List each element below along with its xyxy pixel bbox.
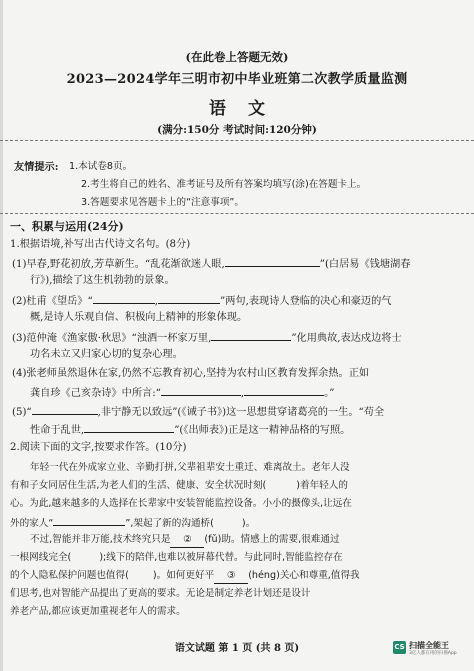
answer-warning: (在此卷上答题无效) xyxy=(185,50,289,64)
q1-item-4: (4)张老师虽然退休在家,仍然不忘教育初心,坚持为农村山区教育发挥余热。正如 xyxy=(12,368,370,379)
passage-line: 养老产品,都应该更加重视老年人的需求。 xyxy=(10,606,186,617)
q1-item-2-cont: 概,是诗人乐观自信、积极向上精神的形象体现。 xyxy=(30,312,248,323)
q1-item-1-cont: 行》),描绘了这生机勃勃的景象。 xyxy=(30,275,175,286)
exam-title: 2023—2024学年三明市初中毕业班第二次教学质量监测 xyxy=(66,72,408,87)
answer-blank xyxy=(161,385,241,396)
passage-line: 有和子女同居住生活,为老人们的生活、健康、安全状况时刻( )着年轻人的 xyxy=(10,480,348,491)
answer-blank xyxy=(32,404,98,415)
q1-item-5: (5)“ ,非宁静无以致远”(《诫子书》)这一思想贯穿诸葛亮的一生。“苟全 xyxy=(12,404,384,420)
answer-blank xyxy=(158,293,220,304)
answer-blank xyxy=(84,422,174,433)
passage-line: 一根网线完全( );线下的陪伴,也难以被屏幕代替。与此同时,智能监控存在 xyxy=(10,552,343,563)
passage-line: 外的家人“ ”,架起了新的沟通桥( )。 xyxy=(10,515,255,531)
score-time: (满分:150分 考试时间:120分钟) xyxy=(157,124,317,136)
answer-blank xyxy=(225,256,320,267)
q1-item-4-cont: 龚自珍《己亥杂诗》中所言:“ , 。” xyxy=(30,385,334,401)
subject-title: 语文 xyxy=(209,99,287,119)
scanner-watermark xyxy=(393,641,457,657)
q1-item-1: (1)早春,野花初放,芳草新生。“乱花渐欲迷人眼, ”(白居易《钱塘湖春 xyxy=(12,256,410,272)
q1-item-3-cont: 功名未立又归家心切的复杂心理。 xyxy=(30,349,183,360)
passage-line: 年轻一代在外成家立业、辛勤打拼,父辈祖辈安土重迁、难离故土。老年人没 xyxy=(30,462,350,473)
passage-line: 不过,智能并非万能,技术终究只是 ② (fǔ)助。情感上的需要,很难通过 xyxy=(30,533,340,548)
answer-blank xyxy=(244,385,324,396)
circled-number: ② xyxy=(170,533,204,548)
tip-1: 1.本试卷8页。 xyxy=(69,161,133,172)
divider-top xyxy=(0,140,474,141)
watermark-name: 扫描全能王 xyxy=(409,641,449,650)
answer-blank xyxy=(53,515,125,526)
q1-item-5-cont: 性命于乱世, ”(《出师表》)正是这一精神品格的写照。 xyxy=(30,422,350,438)
page-footer: 语文试题 第 1 页 (共 8 页) xyxy=(174,643,300,654)
camscanner-logo-icon: CS xyxy=(393,641,406,654)
q1-item-2: (2)杜甫《望岳》“ , ”两句,表现诗人登临的决心和豪迈的气 xyxy=(12,293,391,309)
tip-2: 2.考生将自己的姓名、准考证号及所有答案均填写(涂)在答题卡上。 xyxy=(81,179,367,190)
answer-blank xyxy=(211,330,291,341)
tips-label: 友情提示: xyxy=(14,161,59,173)
answer-blank xyxy=(93,293,155,304)
circled-number: ③ xyxy=(214,569,248,584)
watermark-sub: 3亿人都在用的扫描App xyxy=(409,651,457,656)
q2-prompt: 2.阅读下面的文字,按要求作答。(10分) xyxy=(10,442,187,453)
tip-3: 3.答题要求见答题卡上的“注意事项”。 xyxy=(81,197,244,208)
divider-tips xyxy=(0,213,474,214)
passage-line: 的个人隐私保护问题也值得( )。如何更好平 ③ (héng)关心和尊重,值得我 xyxy=(10,569,360,584)
section-1-heading: 一、积累与运用(24分) xyxy=(10,220,124,233)
passage-line: 心。为此,越来越多的人选择在长辈家中安装智能监控设备。小小的摄像头,让远在 xyxy=(10,498,352,509)
passage-line: 们思考,也对智能产品提出了更高的要求。无论是制定养老计划还是设计 xyxy=(10,588,311,599)
q1-item-3: (3)范仲淹《渔家傲·秋思》“浊酒一杯家万里, ”化用典故,表达戍边将士 xyxy=(12,330,402,346)
q1-prompt: 1.根据语境,补写出古代诗文名句。(8分) xyxy=(10,239,191,250)
